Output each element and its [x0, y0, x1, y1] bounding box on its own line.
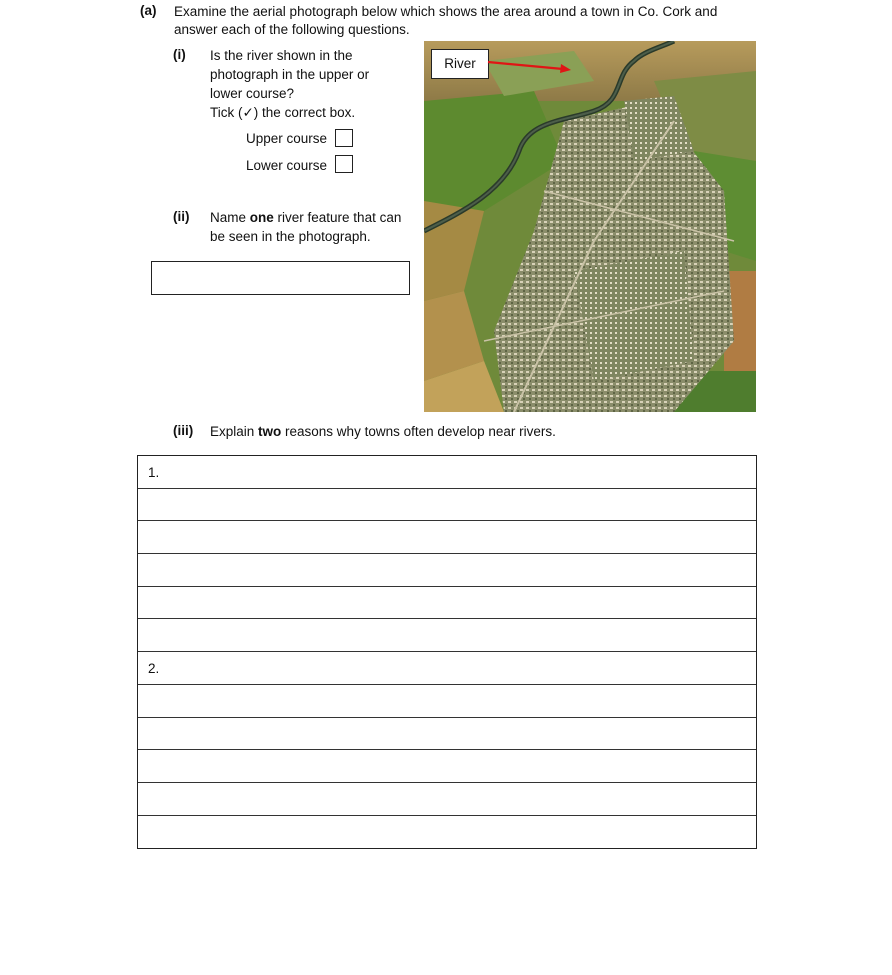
question-iii-text-bold: two [258, 424, 282, 439]
answer-row[interactable] [138, 456, 756, 489]
option-upper-course-label: Upper course [246, 131, 328, 146]
question-i-text-line1: Is the river shown in the [210, 48, 353, 63]
aerial-photograph [424, 41, 756, 412]
answer-row[interactable] [138, 783, 756, 816]
question-ii-text-bold: one [249, 210, 274, 225]
question-iii-text-post: reasons why towns often develop near rivers. [281, 424, 556, 439]
question-ii-label: (ii) [173, 209, 190, 224]
answer-row[interactable] [138, 587, 756, 620]
answer-row[interactable] [138, 619, 756, 652]
answer-row[interactable] [138, 685, 756, 718]
option-lower-course-label: Lower course [246, 158, 328, 173]
question-i-label: (i) [173, 47, 186, 62]
question-iii-answer-table [137, 455, 757, 849]
answer-row[interactable] [138, 718, 756, 751]
part-a-label: (a) [140, 3, 157, 18]
question-iii-text [210, 422, 556, 441]
answer-row[interactable] [138, 652, 756, 685]
part-a-instruction-line2: answer each of the following questions. [174, 22, 410, 37]
part-a-instruction-line1: Examine the aerial photograph below which shows the area around a town in Co. Cork and [174, 4, 718, 19]
answer-row-label-2: 2. [148, 661, 160, 677]
question-ii-answer-box[interactable] [151, 261, 410, 295]
question-ii-text-line2: be seen in the photograph. [210, 229, 371, 244]
answer-row[interactable] [138, 554, 756, 587]
question-iii-label: (iii) [173, 423, 194, 438]
upper-course-checkbox[interactable] [335, 129, 353, 147]
answer-row-label-1: 1. [148, 465, 160, 480]
question-ii-text-post: river feature that can [273, 210, 402, 225]
lower-course-checkbox[interactable] [335, 155, 353, 173]
question-i-text-line3: lower course? [210, 86, 295, 101]
answer-row[interactable] [138, 816, 756, 849]
question-i-text-line2: photograph in the upper or [210, 67, 370, 82]
question-i-text-line4: Tick (✓) the correct box. [210, 105, 356, 120]
answer-row[interactable] [138, 489, 756, 522]
answer-row[interactable] [138, 750, 756, 783]
question-ii-text-line1 [210, 208, 401, 227]
river-label: River [431, 49, 489, 79]
question-iii-text-pre: Explain [210, 424, 259, 439]
question-ii-text-pre: Name [210, 210, 250, 225]
aerial-photograph-image [424, 41, 756, 412]
river-arrow-icon [487, 56, 577, 76]
answer-row[interactable] [138, 521, 756, 554]
